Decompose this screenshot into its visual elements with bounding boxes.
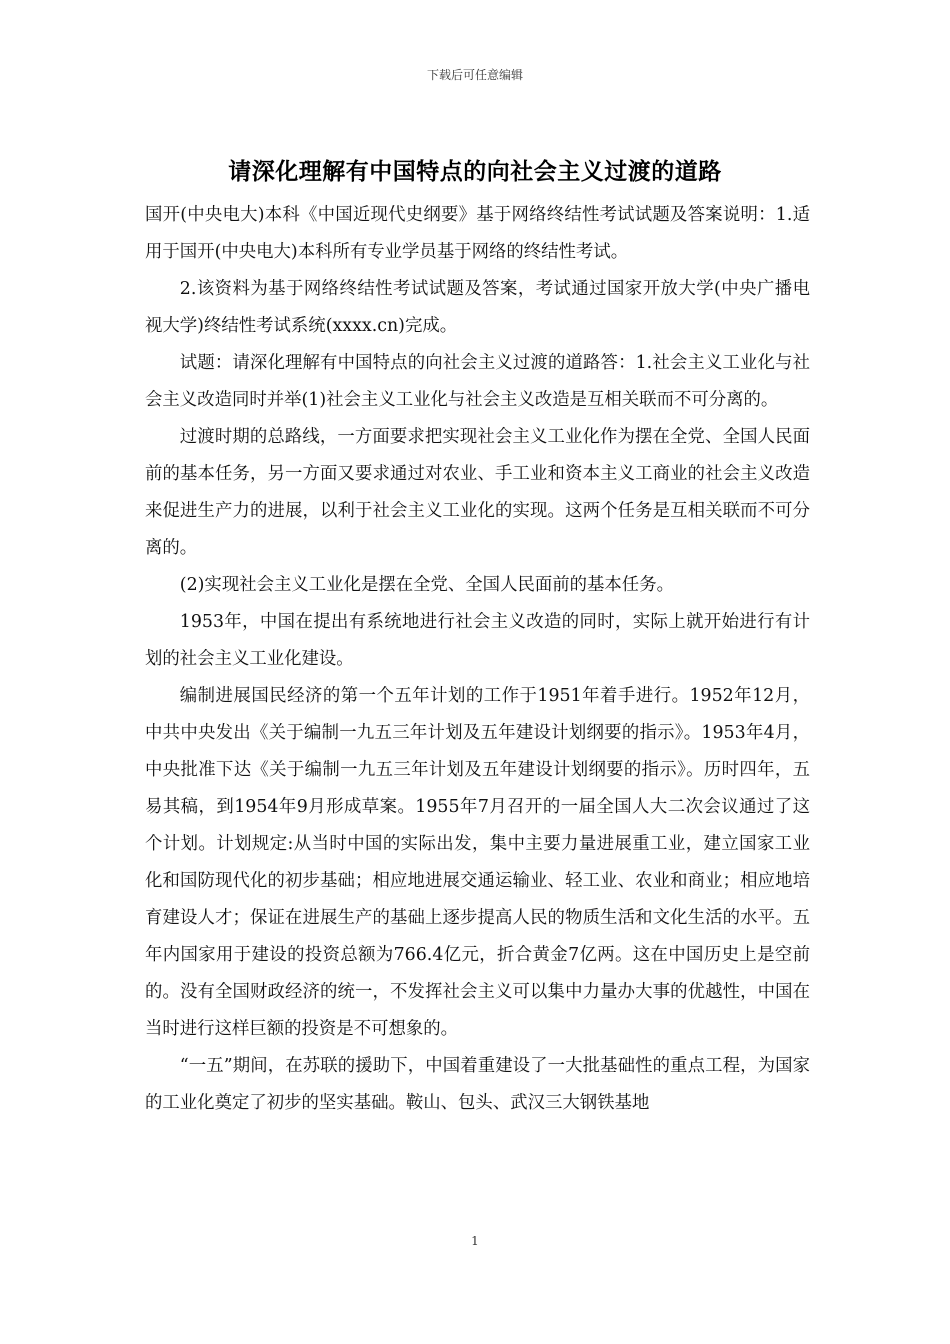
paragraph-five-year-plan: 编制进展国民经济的第一个五年计划的工作于1951年着手进行。1952年12月，中共中央发出《关于编制一九五三年计划及五年建设计划纲要的指示》。1953年4月，中央批准下达《关于编制一九五三年计划及五年建设计划纲要的指示》。历时四年，五易其稿，到1954年9月形成草案。1955年7月召开的一届全国人大二次会议通过了这个计划。计划规定:从当时中国的实际出发，集中主要力量进展重工业，建立国家工业化和国防现代化的初步基础；相应地进展交通运输业、轻工业、农业和商业；相应地培育建设人才；保证在进展生产的基础上逐步提高人民的物质生活和文化生活的水平。五年内国家用于建设的投资总额为766.4亿元，折合黄金7亿两。这在中国历史上是空前的。没有全国财政经济的统一，不发挥社会主义可以集中力量办大事的优越性，中国在当时进行这样巨额的投资是不可想象的。: [145, 686, 810, 1039]
paragraph-general-line: 过渡时期的总路线，一方面要求把实现社会主义工业化作为摆在全党、全国人民面前的基本任务，另一方面又要求通过对农业、手工业和资本主义工商业的社会主义改造来促进生产力的进展，以利于社会主义工业化的实现。这两个任务是互相关联而不可分离的。: [145, 427, 810, 558]
document-title: 请深化理解有中国特点的向社会主义过渡的道路: [228, 159, 722, 185]
document-body: [145, 197, 810, 1122]
page-number: 1: [471, 1234, 479, 1248]
paragraph-question: 试题：请深化理解有中国特点的向社会主义过渡的道路答：1.社会主义工业化与社会主义改造同时并举(1)社会主义工业化与社会主义改造是互相关联而不可分离的。: [145, 353, 810, 410]
paragraph-first-five-year: “一五”期间，在苏联的援助下，中国着重建设了一大批基础性的重点工程，为国家的工业化奠定了初步的坚实基础。鞍山、包头、武汉三大钢铁基地: [145, 1056, 810, 1113]
paragraph-intro: 国开(中央电大)本科《中国近现代史纲要》基于网络终结性考试试题及答案说明：1.适用于国开(中央电大)本科所有专业学员基于网络的终结性考试。: [145, 205, 810, 262]
header-note: 下载后可任意编辑: [426, 68, 523, 82]
paragraph-note-2: 2.该资料为基于网络终结性考试试题及答案，考试通过国家开放大学(中央广播电视大学)终结性考试系统(xxxx.cn)完成。: [145, 279, 810, 336]
paragraph-industrialization-task: (2)实现社会主义工业化是摆在全党、全国人民面前的基本任务。: [179, 575, 674, 595]
paragraph-1953: 1953年，中国在提出有系统地进行社会主义改造的同时，实际上就开始进行有计划的社会主义工业化建设。: [145, 612, 810, 669]
